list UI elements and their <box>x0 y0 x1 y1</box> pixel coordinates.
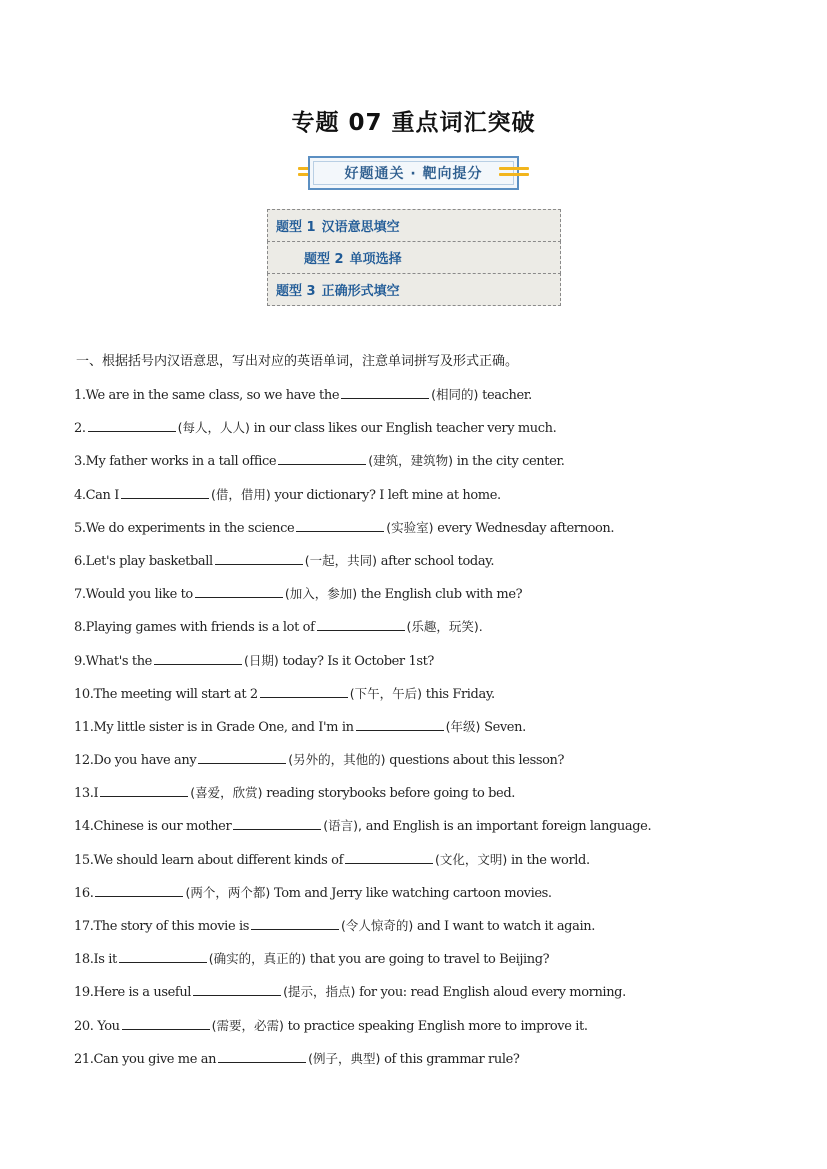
question-text-before: 2. <box>74 421 86 437</box>
answer-blank[interactable] <box>278 450 366 465</box>
question-text-after: of this grammar rule? <box>384 1051 520 1067</box>
question-text-after: the English club with me? <box>360 587 523 603</box>
badge-text: 好题通关 · 靶向提分 <box>344 166 483 182</box>
answer-blank[interactable] <box>215 550 303 565</box>
question-type-3[interactable] <box>267 273 561 306</box>
answer-blank[interactable] <box>296 517 384 532</box>
answer-blank[interactable] <box>345 849 433 864</box>
question-item <box>74 749 774 782</box>
question-item <box>74 683 774 716</box>
chinese-hint: (确实的，真正的) <box>208 951 307 967</box>
chinese-hint: (语言), <box>323 818 363 834</box>
question-type-number: 题型 2 <box>304 252 344 267</box>
question-text-before: 5.We do experiments in the science <box>74 520 295 536</box>
chinese-hint: (需要，必需) <box>211 1017 284 1033</box>
question-item <box>74 550 774 583</box>
question-text-before: 6.Let's play basketball <box>74 553 213 569</box>
question-text-after: every Wednesday afternoon. <box>437 520 615 536</box>
question-text-before: 4.Can I <box>74 487 119 503</box>
question-item <box>74 650 774 683</box>
page-title: 专题 07 重点词汇突破 <box>291 110 536 136</box>
chinese-hint: (建筑，建筑物) <box>368 453 453 469</box>
chinese-hint: (日期) <box>243 652 279 668</box>
question-item <box>74 384 774 417</box>
question-item <box>74 616 774 649</box>
question-item <box>74 716 774 749</box>
question-text-after: and English is an important foreign language. <box>365 819 652 835</box>
badge-label <box>308 156 519 190</box>
question-item <box>74 849 774 882</box>
answer-blank[interactable] <box>121 484 209 499</box>
answer-blank[interactable] <box>100 782 188 797</box>
answer-blank[interactable] <box>193 981 281 996</box>
question-text-after: today? Is it October 1st? <box>282 653 434 669</box>
question-text-before: 19.Here is a useful <box>74 985 192 1001</box>
answer-blank[interactable] <box>198 749 286 764</box>
section-badge <box>298 153 529 195</box>
chinese-hint: (借，借用) <box>210 486 271 502</box>
answer-blank[interactable] <box>251 915 339 930</box>
question-type-label: 正确形式填空 <box>321 284 400 299</box>
chinese-hint: (喜爱，欣赏) <box>190 785 263 801</box>
chinese-hint: (两个，两个都) <box>185 884 271 900</box>
question-text-before: 20. You <box>74 1018 120 1034</box>
question-text-after: for you: read English aloud every morning. <box>359 985 626 1001</box>
chinese-hint: (另外的，其他的) <box>288 752 386 768</box>
question-item <box>74 981 774 1014</box>
question-text-after: in the city center. <box>456 454 565 470</box>
question-text-before: 13.I <box>74 786 99 802</box>
answer-blank[interactable] <box>95 882 183 897</box>
question-text-after: that you are going to travel to Beijing? <box>309 952 550 968</box>
question-text-before: 11.My little sister is in Grade One, and I'm in <box>74 719 354 735</box>
question-text-after: Seven. <box>484 719 526 735</box>
question-text-before: 17.The story of this movie is <box>74 919 249 934</box>
question-text-before: 15.We should learn about different kinds of <box>74 852 344 868</box>
question-item <box>74 517 774 550</box>
question-text-after: in the world. <box>511 852 590 868</box>
question-item <box>74 417 774 450</box>
chinese-hint: (乐趣，玩笑). <box>406 619 483 635</box>
question-text-after: Tom and Jerry like watching cartoon movies. <box>273 885 552 901</box>
question-text-before: 12.Do you have any <box>74 753 197 769</box>
question-text-after: and I want to watch it again. <box>417 919 595 934</box>
chinese-hint: (提示，指点) <box>283 984 356 1000</box>
question-type-number: 题型 1 <box>276 220 316 235</box>
question-text-after: questions about this lesson? <box>389 753 565 769</box>
question-text-before: 14.Chinese is our mother <box>74 819 232 835</box>
question-text-before: 10.The meeting will start at 2 <box>74 686 258 702</box>
answer-blank[interactable] <box>341 384 429 399</box>
question-type-label: 单项选择 <box>349 252 402 267</box>
question-text-before: 3.My father works in a tall office <box>74 454 277 470</box>
chinese-hint: (加入，参加) <box>284 586 358 602</box>
answer-blank[interactable] <box>317 616 405 631</box>
answer-blank[interactable] <box>119 948 207 963</box>
chinese-hint: (文化，文明) <box>435 851 508 867</box>
answer-blank[interactable] <box>260 683 348 698</box>
question-text-after: to practice speaking English more to improve it. <box>287 1018 588 1034</box>
question-item <box>74 450 774 483</box>
question-text-after: reading storybooks before going to bed. <box>266 786 515 802</box>
question-item <box>74 948 774 981</box>
question-item <box>74 915 774 948</box>
chinese-hint: (每人，人人) <box>177 420 250 436</box>
answer-blank[interactable] <box>88 417 176 432</box>
answer-blank[interactable] <box>356 716 444 731</box>
question-item <box>74 484 774 517</box>
question-item <box>74 882 774 915</box>
question-text-before: 18.Is it <box>74 952 117 968</box>
question-type-number: 题型 3 <box>276 284 316 299</box>
chinese-hint: (年级) <box>445 718 481 734</box>
question-item <box>74 815 774 848</box>
chinese-hint: (实验室) <box>386 519 434 535</box>
answer-blank[interactable] <box>154 650 242 665</box>
question-type-list <box>267 209 561 306</box>
question-text-before: 1.We are in the same class, so we have the <box>74 388 340 403</box>
chinese-hint: (相同的) <box>431 387 479 402</box>
question-text-after: this Friday. <box>425 686 495 702</box>
question-item <box>74 583 774 616</box>
question-type-label: 汉语意思填空 <box>321 220 400 235</box>
question-type-2[interactable] <box>267 241 561 274</box>
chinese-hint: (例子，典型) <box>308 1050 381 1066</box>
chinese-hint: (下午，午后) <box>349 685 423 701</box>
answer-blank[interactable] <box>233 815 321 830</box>
question-item <box>74 1048 774 1081</box>
question-item <box>74 1015 774 1048</box>
question-text-before: 8.Playing games with friends is a lot of <box>74 620 315 636</box>
question-item <box>74 782 774 815</box>
question-text-before: 16. <box>74 885 94 901</box>
question-type-1[interactable] <box>267 209 561 242</box>
question-text-before: 9.What's the <box>74 653 152 669</box>
badge-right-bars <box>499 164 529 184</box>
question-list <box>74 384 774 1081</box>
answer-blank[interactable] <box>218 1048 306 1063</box>
question-text-after: in our class likes our English teacher very much. <box>253 421 557 437</box>
question-text-before: 21.Can you give me an <box>74 1051 217 1067</box>
chinese-hint: (一起，共同) <box>304 552 378 568</box>
answer-blank[interactable] <box>122 1015 210 1030</box>
question-text-before: 7.Would you like to <box>74 587 193 603</box>
question-text-after: your dictionary? I left mine at home. <box>274 487 501 503</box>
section-heading: 一、根据括号内汉语意思，写出对应的英语单词，注意单词拼写及形式正确。 <box>76 354 519 369</box>
question-text-after: after school today. <box>380 553 495 569</box>
answer-blank[interactable] <box>195 583 283 598</box>
question-text-after: teacher. <box>482 388 532 403</box>
chinese-hint: (令人惊奇的) <box>341 918 414 933</box>
